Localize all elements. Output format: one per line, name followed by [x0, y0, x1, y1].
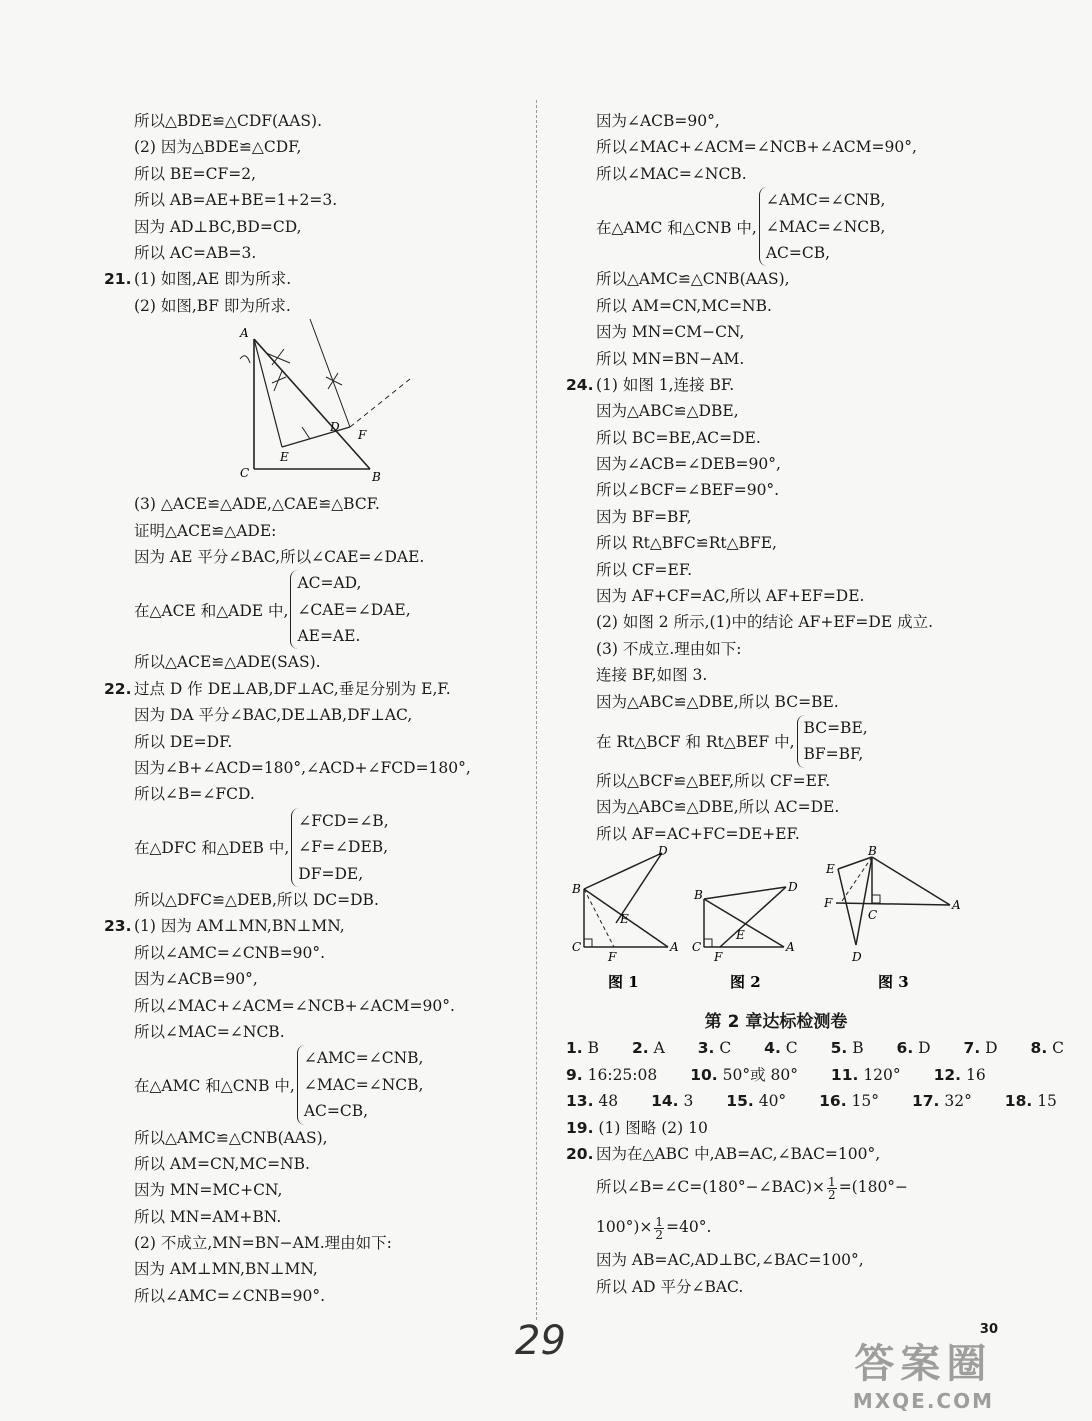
- fig1-label-f: F: [608, 949, 617, 964]
- fig3-label-d: D: [852, 949, 862, 964]
- condition: DF=DE,: [298, 864, 364, 883]
- fig3-label-c: C: [868, 907, 878, 922]
- text-line: 因为 AE 平分∠BAC,所以∠CAE=∠DAE.: [134, 547, 425, 566]
- page-number: 29: [515, 1318, 566, 1364]
- figure-1: [571, 844, 679, 991]
- text-line: (2) 因为△BDE≌△CDF,: [134, 138, 302, 157]
- fig21-label-f: F: [358, 428, 367, 443]
- condition: AC=AD,: [297, 574, 362, 593]
- brace-system: [566, 187, 986, 266]
- condition: ∠F=∠DEB,: [298, 838, 389, 857]
- text-line: (3) 不成立.理由如下:: [596, 639, 742, 658]
- text-line: 所以 MN=BN−AM.: [596, 349, 745, 368]
- text-line: 所以∠MAC+∠ACM=∠NCB+∠ACM=90°.: [134, 996, 455, 1015]
- right-column: [566, 108, 1065, 1300]
- fig2-label-a: A: [786, 939, 795, 954]
- text-line: 因为△ABC≌△DBE,: [596, 402, 739, 421]
- text-line: 因为 AM⊥MN,BN⊥MN,: [134, 1260, 318, 1279]
- fig21-label-a: A: [240, 326, 249, 341]
- corner-page-number: 30: [979, 1322, 998, 1337]
- fig3-label-a: A: [952, 897, 961, 912]
- question-number: 24.: [566, 375, 594, 394]
- column-divider: [536, 100, 537, 1320]
- fig3-label-e: E: [826, 861, 835, 876]
- text-line: 证明△ACE≌△ADE:: [134, 521, 277, 540]
- text-line: 所以 Rt△BFC≌Rt△BFE,: [596, 534, 777, 553]
- text-line: (1) 如图,AE 即为所求.: [134, 270, 292, 289]
- formula-line: 100°)× $\frac{1}{2}$ =40°.: [596, 1214, 712, 1242]
- question-number: 21.: [104, 270, 132, 289]
- brace-conditions: [797, 715, 868, 768]
- text-line: 所以△BCF≌△BEF,所以 CF=EF.: [596, 771, 831, 790]
- fig2-label-b: B: [694, 887, 703, 902]
- brace-conditions: [290, 570, 410, 649]
- brace-system: [104, 1045, 524, 1124]
- text-line: 连接 BF,如图 3.: [596, 666, 708, 685]
- brace-system: [104, 808, 524, 887]
- fig2-label-c: C: [692, 939, 702, 954]
- text-line: 所以 AM=CN,MC=NB.: [596, 296, 772, 315]
- watermark-url: MXQE.COM: [852, 1389, 994, 1413]
- text-line: (2) 如图,BF 即为所求.: [134, 296, 291, 315]
- text-line: 所以 BE=CF=2,: [134, 164, 257, 183]
- text-line: (3) △ACE≌△ADE,△CAE≌△BCF.: [134, 495, 380, 514]
- watermark: [853, 1332, 994, 1413]
- brace-conditions: [291, 808, 388, 887]
- text-line: 因为 AF+CF=AC,所以 AF+EF=DE.: [596, 587, 865, 606]
- text-line: 因为△ABC≌△DBE,所以 AC=DE.: [596, 798, 840, 817]
- brace-conditions: [759, 187, 886, 266]
- condition: AC=CB,: [765, 243, 831, 262]
- text-line: (1) 如图 1,连接 BF.: [596, 375, 735, 394]
- brace-system: [566, 715, 986, 768]
- answer-row: 19. (1) 图略 (2) 10: [566, 1118, 708, 1137]
- brace-conditions: [297, 1045, 424, 1124]
- text-line: 因为在△ABC 中,AB=AC,∠BAC=100°,: [596, 1144, 881, 1163]
- fig21-label-b: B: [372, 470, 381, 485]
- text-line: 所以△DFC≌△DEB,所以 DC=DB.: [134, 890, 379, 909]
- condition: ∠FCD=∠B,: [298, 811, 389, 830]
- question-20: [566, 1141, 986, 1167]
- brace-lead: 在△ACE 和△ADE 中,: [134, 601, 289, 620]
- fig2-label-f: F: [714, 949, 723, 964]
- answer-row: 13. 48 14. 3 15. 40° 16. 15° 17. 32° 18. 15: [566, 1092, 1057, 1111]
- fig3-label-f: F: [824, 895, 833, 910]
- fig2-label-e: E: [736, 927, 745, 942]
- text-line: 所以 MN=AM+BN.: [134, 1207, 282, 1226]
- question-24: [566, 372, 986, 398]
- watermark-logo: 答案圈: [854, 1341, 993, 1387]
- text-line: 因为∠B+∠ACD=180°,∠ACD+∠FCD=180°,: [134, 759, 471, 778]
- text-line: 因为 MN=MC+CN,: [134, 1181, 283, 1200]
- brace-lead: 在△AMC 和△CNB 中,: [134, 1076, 295, 1095]
- fig1-label-e: E: [620, 911, 629, 926]
- condition: ∠MAC=∠NCB,: [303, 1075, 424, 1094]
- text-line: 所以 BC=BE,AC=DE.: [596, 428, 761, 447]
- text-line: (2) 如图 2 所示,(1)中的结论 AF+EF=DE 成立.: [596, 613, 933, 632]
- condition: AE=AE.: [297, 627, 361, 646]
- brace-lead: 在 Rt△BCF 和 Rt△BEF 中,: [596, 733, 795, 752]
- figure-21: [104, 319, 524, 487]
- text-line: (2) 不成立,MN=BN−AM.理由如下:: [134, 1234, 392, 1253]
- condition: ∠CAE=∠DAE,: [297, 600, 411, 619]
- answer-row: 9. 16:25:08 10. 50°或 80° 11. 120° 12. 16: [566, 1065, 986, 1084]
- text-line: 所以∠BCF=∠BEF=90°.: [596, 481, 780, 500]
- figures-24: [566, 843, 986, 1027]
- fig1-label-d: D: [658, 843, 668, 858]
- text-line: 因为∠ACB=90°,: [134, 970, 258, 989]
- text-line: 所以 CF=EF.: [596, 560, 693, 579]
- text-line: 因为∠ACB=∠DEB=90°,: [596, 455, 781, 474]
- figure-3: [823, 844, 961, 991]
- text-line: 所以 AC=AB=3.: [134, 243, 257, 262]
- answer-row: 1. B 2. A 3. C 4. C 5. B 6. D 7. D 8. C: [566, 1039, 1065, 1058]
- text-line: 所以△ACE≌△ADE(SAS).: [134, 653, 321, 672]
- text-line: 所以△BDE≌△CDF(AAS).: [134, 112, 323, 130]
- chapter-title: 第 2 章达标检测卷: [704, 1011, 848, 1032]
- fig3-label-b: B: [868, 843, 877, 858]
- fig2-caption: 图 2: [730, 972, 761, 991]
- text-line: (1) 因为 AM⊥MN,BN⊥MN,: [134, 917, 345, 936]
- question-number: 22.: [104, 679, 132, 698]
- text-line: 所以∠AMC=∠CNB=90°.: [134, 943, 326, 962]
- brace-lead: 在△DFC 和△DEB 中,: [134, 839, 290, 858]
- figure-2: [692, 880, 798, 991]
- condition: ∠AMC=∠CNB,: [765, 191, 886, 210]
- condition: BF=BF,: [803, 745, 864, 764]
- text-line: 因为∠ACB=90°,: [596, 112, 720, 130]
- text-line: 因为 AB=AC,AD⊥BC,∠BAC=100°,: [596, 1251, 864, 1270]
- text-line: 过点 D 作 DE⊥AB,DF⊥AC,垂足分别为 E,F.: [134, 679, 451, 698]
- text-line: 所以∠B=∠FCD.: [134, 785, 255, 804]
- fig1-label-a: A: [670, 939, 679, 954]
- fig3-caption: 图 3: [878, 972, 909, 991]
- question-23: [104, 913, 524, 939]
- condition: ∠AMC=∠CNB,: [303, 1049, 424, 1068]
- fig21-label-e: E: [280, 450, 289, 465]
- text-line: 所以△AMC≌△CNB(AAS),: [596, 270, 790, 289]
- condition: BC=BE,: [803, 718, 868, 737]
- text-line: 因为 BF=BF,: [596, 507, 692, 526]
- condition: AC=CB,: [303, 1102, 369, 1121]
- question-21: [104, 266, 524, 292]
- fig21-label-d: D: [330, 420, 340, 435]
- question-22: [104, 676, 524, 702]
- fig2-label-d: D: [788, 879, 798, 894]
- text-line: 所以 AM=CN,MC=NB.: [134, 1154, 310, 1173]
- text-line: 所以 AD 平分∠BAC.: [596, 1277, 744, 1296]
- fig1-label-c: C: [572, 939, 582, 954]
- fraction: $\frac{1}{2}$: [828, 1174, 836, 1202]
- question-number: 23.: [104, 917, 132, 936]
- fig1-label-b: B: [572, 881, 581, 896]
- text-line: 所以 AF=AC+FC=DE+EF.: [596, 824, 800, 843]
- text-line: 所以 DE=DF.: [134, 732, 233, 751]
- text-line: 所以 AB=AE+BE=1+2=3.: [134, 191, 338, 210]
- formula-line: 所以∠B=∠C=(180°−∠BAC)× $\frac{1}{2}$ =(180°−: [596, 1174, 909, 1202]
- text-line: 因为 DA 平分∠BAC,DE⊥AB,DF⊥AC,: [134, 706, 413, 725]
- condition: ∠MAC=∠NCB,: [765, 217, 886, 236]
- fig21-label-c: C: [240, 466, 250, 481]
- text-line: 因为 AD⊥BC,BD=CD,: [134, 217, 302, 236]
- text-line: 所以∠AMC=∠CNB=90°.: [134, 1286, 326, 1305]
- text-line: 因为△ABC≌△DBE,所以 BC=BE.: [596, 692, 839, 711]
- brace-system: [104, 570, 524, 649]
- text-line: 所以∠MAC=∠NCB.: [134, 1022, 285, 1041]
- left-column: [104, 108, 524, 1309]
- text-line: 所以△AMC≌△CNB(AAS),: [134, 1128, 328, 1147]
- question-number: 20.: [566, 1144, 594, 1163]
- text-line: 所以∠MAC=∠NCB.: [596, 164, 747, 183]
- brace-lead: 在△AMC 和△CNB 中,: [596, 218, 757, 237]
- text-line: 所以∠MAC+∠ACM=∠NCB+∠ACM=90°,: [596, 138, 917, 157]
- fraction: $\frac{1}{2}$: [655, 1214, 664, 1242]
- fig1-caption: 图 1: [608, 972, 639, 991]
- text-line: 因为 MN=CM−CN,: [596, 323, 745, 342]
